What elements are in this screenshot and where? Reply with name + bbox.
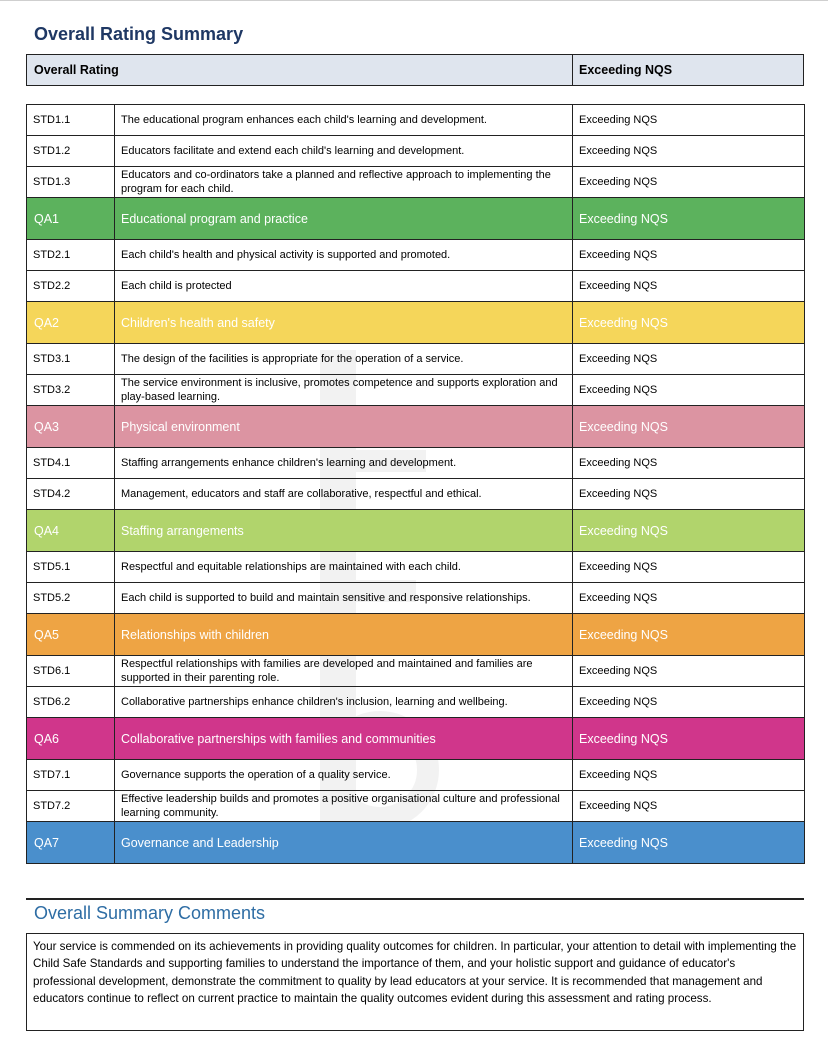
standard-row — [27, 552, 805, 583]
description-cell: Governance and Leadership — [115, 822, 573, 864]
code-cell: STD6.2 — [27, 687, 115, 718]
description-cell: Each child is protected — [115, 271, 573, 302]
code-cell: STD7.2 — [27, 791, 115, 822]
description-cell: Children's health and safety — [115, 302, 573, 344]
quality-area-row — [27, 614, 805, 656]
standard-row — [27, 583, 805, 614]
code-cell: STD6.1 — [27, 656, 115, 687]
overall-rating-header — [26, 54, 804, 86]
rating-cell: Exceeding NQS — [573, 375, 805, 406]
rating-cell: Exceeding NQS — [573, 167, 805, 198]
rating-cell: Exceeding NQS — [573, 791, 805, 822]
rating-cell: Exceeding NQS — [573, 479, 805, 510]
rating-cell: Exceeding NQS — [573, 822, 805, 864]
quality-area-row — [27, 406, 805, 448]
description-cell: The design of the facilities is appropriate for the operation of a service. — [115, 344, 573, 375]
rating-table-body — [27, 105, 805, 864]
standard-row — [27, 136, 805, 167]
code-cell: STD4.2 — [27, 479, 115, 510]
comments-title: Overall Summary Comments — [34, 903, 266, 923]
standard-row — [27, 687, 805, 718]
code-cell: STD7.1 — [27, 760, 115, 791]
description-cell: Each child is supported to build and maintain sensitive and responsive relationships. — [115, 583, 573, 614]
rating-cell: Exceeding NQS — [573, 105, 805, 136]
description-cell: Relationships with children — [115, 614, 573, 656]
standard-row — [27, 240, 805, 271]
quality-area-row — [27, 718, 805, 760]
description-cell: Collaborative partnerships with families and communities — [115, 718, 573, 760]
description-cell: Effective leadership builds and promotes a positive organisational culture and professional learning community. — [115, 791, 573, 822]
rating-cell: Exceeding NQS — [573, 510, 805, 552]
rating-cell: Exceeding NQS — [573, 760, 805, 791]
code-cell: QA2 — [27, 302, 115, 344]
page-title: Overall Rating Summary — [34, 24, 244, 44]
code-cell: QA6 — [27, 718, 115, 760]
description-cell: Respectful relationships with families are developed and maintained and families are supported in their parenting role. — [115, 656, 573, 687]
description-cell: The service environment is inclusive, promotes competence and supports exploration and play-based learning. — [115, 375, 573, 406]
code-cell: STD1.1 — [27, 105, 115, 136]
code-cell: STD5.1 — [27, 552, 115, 583]
rating-cell: Exceeding NQS — [573, 614, 805, 656]
code-cell: STD2.1 — [27, 240, 115, 271]
standard-row — [27, 375, 805, 406]
standard-row — [27, 271, 805, 302]
quality-area-row — [27, 822, 805, 864]
rating-cell: Exceeding NQS — [573, 198, 805, 240]
rating-cell: Exceeding NQS — [573, 302, 805, 344]
description-cell: Staffing arrangements enhance children's learning and development. — [115, 448, 573, 479]
standard-row — [27, 479, 805, 510]
quality-area-row — [27, 302, 805, 344]
rating-cell: Exceeding NQS — [573, 448, 805, 479]
quality-area-row — [27, 510, 805, 552]
comments-divider — [26, 898, 804, 900]
quality-area-row — [27, 198, 805, 240]
standard-row — [27, 344, 805, 375]
code-cell: QA5 — [27, 614, 115, 656]
standard-row — [27, 760, 805, 791]
rating-table — [26, 104, 805, 864]
description-cell: Educational program and practice — [115, 198, 573, 240]
description-cell: Physical environment — [115, 406, 573, 448]
description-cell: Collaborative partnerships enhance children's inclusion, learning and wellbeing. — [115, 687, 573, 718]
rating-cell: Exceeding NQS — [573, 271, 805, 302]
code-cell: QA1 — [27, 198, 115, 240]
code-cell: STD2.2 — [27, 271, 115, 302]
rating-cell: Exceeding NQS — [573, 136, 805, 167]
rating-cell: Exceeding NQS — [573, 552, 805, 583]
standard-row — [27, 656, 805, 687]
code-cell: QA3 — [27, 406, 115, 448]
top-rule — [0, 0, 828, 1]
rating-cell: Exceeding NQS — [573, 240, 805, 271]
code-cell: STD4.1 — [27, 448, 115, 479]
standard-row — [27, 167, 805, 198]
description-cell: Governance supports the operation of a quality service. — [115, 760, 573, 791]
rating-cell: Exceeding NQS — [573, 406, 805, 448]
overall-rating-label: Overall Rating — [27, 55, 573, 85]
description-cell: Respectful and equitable relationships are maintained with each child. — [115, 552, 573, 583]
code-cell: STD1.3 — [27, 167, 115, 198]
comments-box: Your service is commended on its achievements in providing quality outcomes for children. In particular, your attention to detail with implementing the Child Safe Standards and supporting families to understand the importance of them, and your holistic support and guidance of educator's professional development, demonstrate the commitment to quality by lead educators at your service. It is recommended that management and educators continue to reflect on current practice to maintain the quality outcomes evident during this assessment and rating process. — [26, 933, 804, 1031]
description-cell: Management, educators and staff are collaborative, respectful and ethical. — [115, 479, 573, 510]
rating-cell: Exceeding NQS — [573, 718, 805, 760]
standard-row — [27, 105, 805, 136]
description-cell: Each child's health and physical activity is supported and promoted. — [115, 240, 573, 271]
code-cell: STD5.2 — [27, 583, 115, 614]
description-cell: The educational program enhances each child's learning and development. — [115, 105, 573, 136]
rating-cell: Exceeding NQS — [573, 583, 805, 614]
description-cell: Staffing arrangements — [115, 510, 573, 552]
rating-cell: Exceeding NQS — [573, 344, 805, 375]
rating-cell: Exceeding NQS — [573, 656, 805, 687]
code-cell: QA4 — [27, 510, 115, 552]
overall-rating-value: Exceeding NQS — [579, 63, 673, 77]
rating-cell: Exceeding NQS — [573, 687, 805, 718]
code-cell: STD3.2 — [27, 375, 115, 406]
standard-row — [27, 791, 805, 822]
code-cell: QA7 — [27, 822, 115, 864]
description-cell: Educators facilitate and extend each child's learning and development. — [115, 136, 573, 167]
code-cell: STD3.1 — [27, 344, 115, 375]
standard-row — [27, 448, 805, 479]
code-cell: STD1.2 — [27, 136, 115, 167]
description-cell: Educators and co-ordinators take a planned and reflective approach to implementing the program for each child. — [115, 167, 573, 198]
